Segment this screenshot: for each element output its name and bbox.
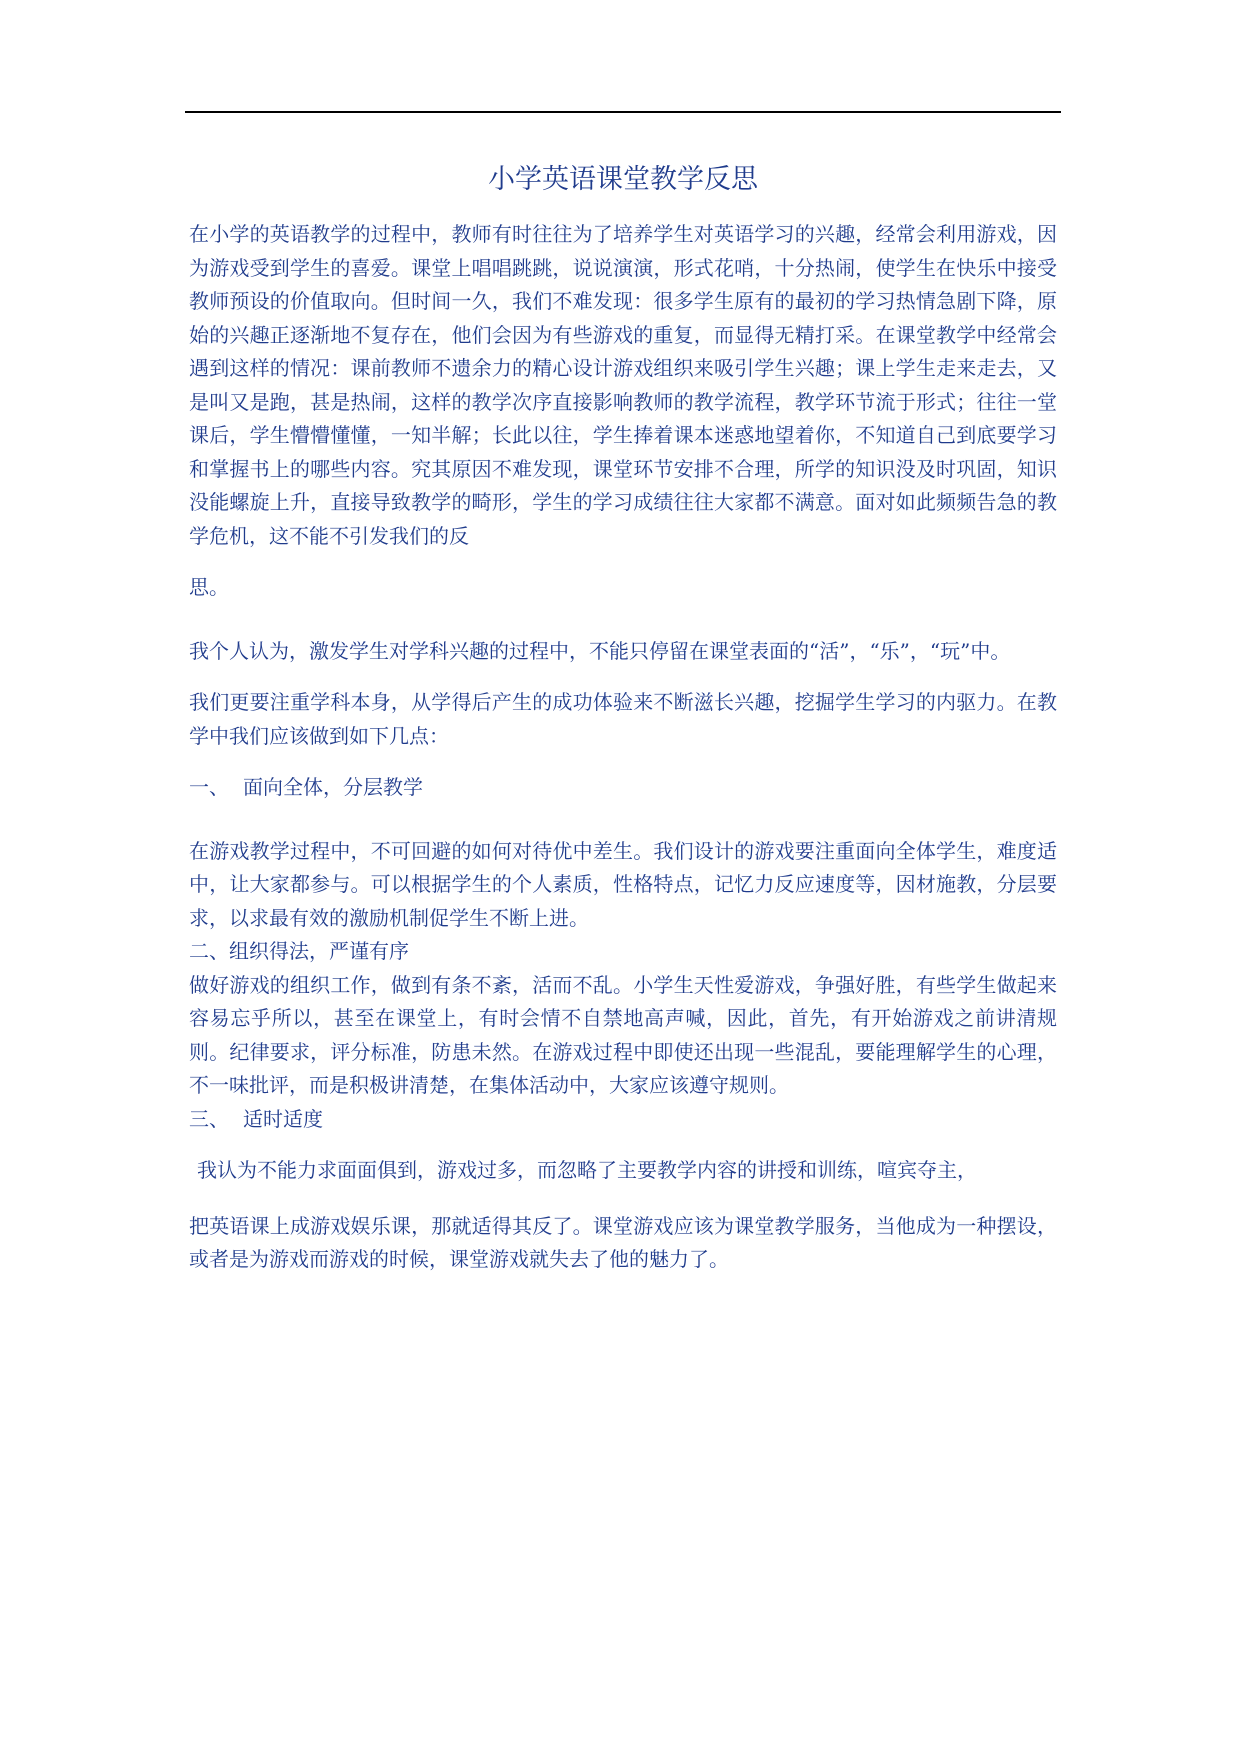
- paragraph-focus: 我们更要注重学科本身，从学得后产生的成功体验来不断滋长兴趣，挖掘学生学习的内驱力。在教学中我们应该做到如下几点：: [189, 690, 1057, 748]
- paragraph-section-1: 在游戏教学过程中，不可回避的如何对待优中差生。我们设计的游戏要注重面向全体学生，难度适中，让大家都参与。可以根据学生的个人素质，性格特点，记忆力反应速度等，因材施教，分层要求，以求最有效的激励机制促学生不断上进。: [189, 838, 1057, 930]
- section-number-3: 三、: [189, 1106, 229, 1131]
- section-heading-2: 二、组织得法，严谨有序: [189, 939, 409, 963]
- document-body: [189, 218, 1057, 1277]
- section-title-1: 面向全体，分层教学: [243, 775, 423, 799]
- section-title-3: 适时适度: [243, 1106, 323, 1131]
- paragraph-conclusion: 把英语课上成游戏娱乐课，那就适得其反了。课堂游戏应该为课堂教学服务，当他成为一种摆设，或者是为游戏而游戏的时候，课堂游戏就失去了他的魅力了。: [189, 1213, 1057, 1271]
- section-heading-3: [189, 1103, 1057, 1137]
- section-number-1: 一、: [189, 775, 229, 799]
- paragraph-intro: 在小学的英语教学的过程中，教师有时往往为了培养学生对英语学习的兴趣，经常会利用游戏，因为游戏受到学生的喜爱。课堂上唱唱跳跳，说说演演，形式花哨，十分热闹，使学生在快乐中接受教师预设的价值取向。但时间一久，我们不难发现：很多学生原有的最初的学习热情急剧下降，原始的兴趣正逐渐地不复存在，他们会因为有些游戏的重复，而显得无精打采。在课堂教学中经常会遇到这样的情况：课前教师不遗余力的精心设计游戏组织来吸引学生兴趣；课上学生走来走去，又是叫又是跑，甚是热闹，这样的教学次序直接影响教师的教学流程，教学环节流于形式；往往一堂课后，学生懵懵懂懂，一知半解；长此以往，学生捧着课本迷惑地望着你，不知道自己到底要学习和掌握书上的哪些内容。究其原因不难发现，课堂环节安排不合理，所学的知识没及时巩固，知识没能螺旋上升，直接导致教学的畸形，学生的学习成绩往往大家都不满意。面对如此频频告急的教学危机，这不能不引发我们的反: [189, 222, 1057, 548]
- header-rule: [185, 111, 1061, 113]
- paragraph-opinion: 我个人认为，激发学生对学科兴趣的过程中，不能只停留在课堂表面的“活”，“乐”，“玩”中。: [189, 638, 1011, 663]
- paragraph-section-2: 做好游戏的组织工作，做到有条不紊，活而不乱。小学生天性爱游戏，争强好胜，有些学生做起来容易忘乎所以，甚至在课堂上，有时会情不自禁地高声喊，因此，首先，有开始游戏之前讲清规则。纪律要求，评分标准，防患未然。在游戏过程中即使还出现一些混乱，要能理解学生的心理，不一味批评，而是积极讲清楚，在集体活动中，大家应该遵守规则。: [189, 972, 1057, 1097]
- paragraph-intro-end: 思。: [189, 575, 229, 599]
- document-title: 小学英语课堂教学反思: [488, 164, 758, 195]
- section-heading-1: [189, 771, 1057, 805]
- paragraph-section-3: 我认为不能力求面面俱到，游戏过多，而忽略了主要教学内容的讲授和训练，喧宾夺主，: [197, 1158, 977, 1182]
